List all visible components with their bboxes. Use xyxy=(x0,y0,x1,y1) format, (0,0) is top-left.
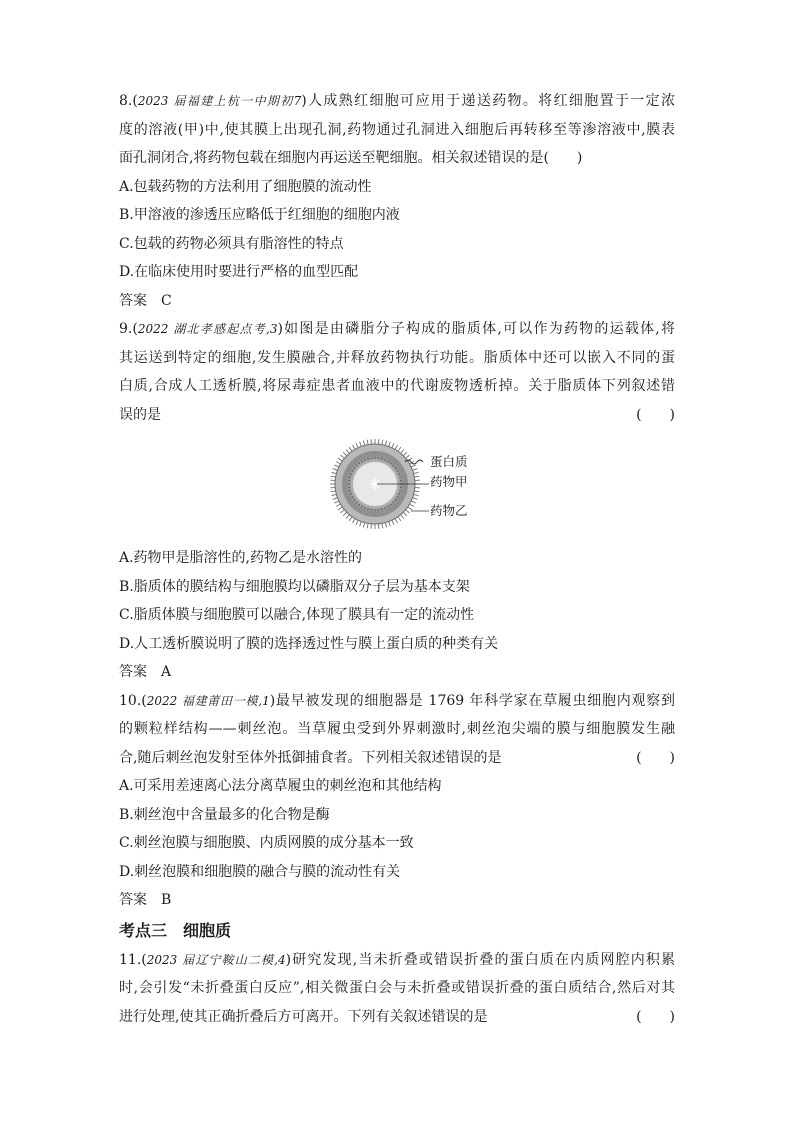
q10-line-2: 的颗粒样结构——刺丝泡。当草履虫受到外界刺激时,刺丝泡尖端的膜与细胞膜发生融 xyxy=(119,721,675,737)
q8-option-d: D.在临床使用时要进行严格的血型匹配 xyxy=(119,264,359,280)
drug-a-label: 药物甲 xyxy=(430,474,468,489)
answer-paren: ( ) xyxy=(636,406,675,423)
q10-line-3: 合,随后刺丝泡发射至体外抵御捕食者。下列相关叙述错误的是 ( ) xyxy=(119,749,675,766)
q9-option-b: B.脂质体的膜结构与细胞膜均以磷脂双分子层为基本支架 xyxy=(119,578,470,595)
answer-paren: ( ) xyxy=(636,1008,675,1025)
document-page xyxy=(119,92,675,1036)
q8-option-a: A.包载药物的方法利用了细胞膜的流动性 xyxy=(119,178,372,195)
q11-line-1: 11.(2023 届辽宁鞍山二模,4)研究发现,当未折叠或错误折叠的蛋白质在内质网腔内积累 xyxy=(119,951,675,968)
q9-option-c: C.脂质体膜与细胞膜可以融合,体现了膜具有一定的流动性 xyxy=(119,607,475,623)
q11-line-2: 时,会引发“未折叠蛋白反应”,相关微蛋白会与未折叠或错误折叠的蛋白质结合,然后对其 xyxy=(119,980,675,996)
protein-label: 蛋白质 xyxy=(430,454,468,469)
q8-line-3: 面孔洞闭合,将药物包载在细胞内再运送至靶细胞。相关叙述错误的是( ) xyxy=(119,150,583,166)
q10-option-c: C.刺丝泡膜与细胞膜、内质网膜的成分基本一致 xyxy=(119,835,414,851)
q9-line-1: 9.(2022 湖北孝感起点考,3)如图是由磷脂分子构成的脂质体,可以作为药物的运载体,将 xyxy=(119,321,675,337)
q9-source: 2022 湖北孝感起点考,3 xyxy=(137,322,278,336)
q9-line-4: 误的是 ( ) xyxy=(119,406,675,423)
q8-line-1: 8.(2023 届福建上杭一中期初7)人成熟红细胞可应用于递送药物。将红细胞置于一定浓 xyxy=(119,93,675,109)
q8-option-c: C.包载的药物必须具有脂溶性的特点 xyxy=(119,235,344,252)
q11-source: 2023 届辽宁鞍山二模,4 xyxy=(146,952,286,967)
answer-paren: ( ) xyxy=(636,749,675,766)
q10-answer: 答案 B xyxy=(119,892,172,908)
q9-line-3: 白质,合成人工透析膜,将尿毒症患者血液中的代谢废物透析掉。关于脂质体下列叙述错 xyxy=(119,378,675,394)
q10-source: 2022 福建莆田一模,1 xyxy=(146,693,270,708)
q9-line-2: 其运送到特定的细胞,发生膜融合,并释放药物执行功能。脂质体中还可以嵌入不同的蛋 xyxy=(119,349,675,366)
liposome-diagram xyxy=(325,434,435,534)
q9-answer: 答案 A xyxy=(119,664,172,680)
q8-line-2: 度的溶液(甲)中,使其膜上出现孔洞,药物通过孔洞进入细胞后再转移至等渗溶液中,膜表 xyxy=(119,121,675,138)
q9-option-d: D.人工透析膜说明了膜的选择透过性与膜上蛋白质的种类有关 xyxy=(119,635,499,652)
q8-answer: 答案 C xyxy=(119,292,172,309)
q10-option-a: A.可采用差速离心法分离草履虫的刺丝泡和其他结构 xyxy=(119,778,442,794)
q11-line-3: 进行处理,使其正确折叠后方可离开。下列有关叙述错误的是 ( ) xyxy=(119,1008,675,1025)
q10-option-b: B.刺丝泡中含量最多的化合物是酶 xyxy=(119,806,330,823)
drug-b-label: 药物乙 xyxy=(430,503,468,518)
liposome-figure xyxy=(119,434,675,538)
q10-option-d: D.刺丝泡膜和细胞膜的融合与膜的流动性有关 xyxy=(119,863,401,880)
q8-option-b: B.甲溶液的渗透压应略低于红细胞的细胞内液 xyxy=(119,207,400,223)
q10-line-1: 10.(2022 福建莆田一模,1)最早被发现的细胞器是 1769 年科学家在草履虫细胞内观察到 xyxy=(119,692,675,709)
q9-option-a: A.药物甲是脂溶性的,药物乙是水溶性的 xyxy=(119,550,363,566)
q8-source: 2023 届福建上杭一中期初7 xyxy=(137,94,302,108)
section-heading: 考点三 细胞质 xyxy=(119,920,232,940)
